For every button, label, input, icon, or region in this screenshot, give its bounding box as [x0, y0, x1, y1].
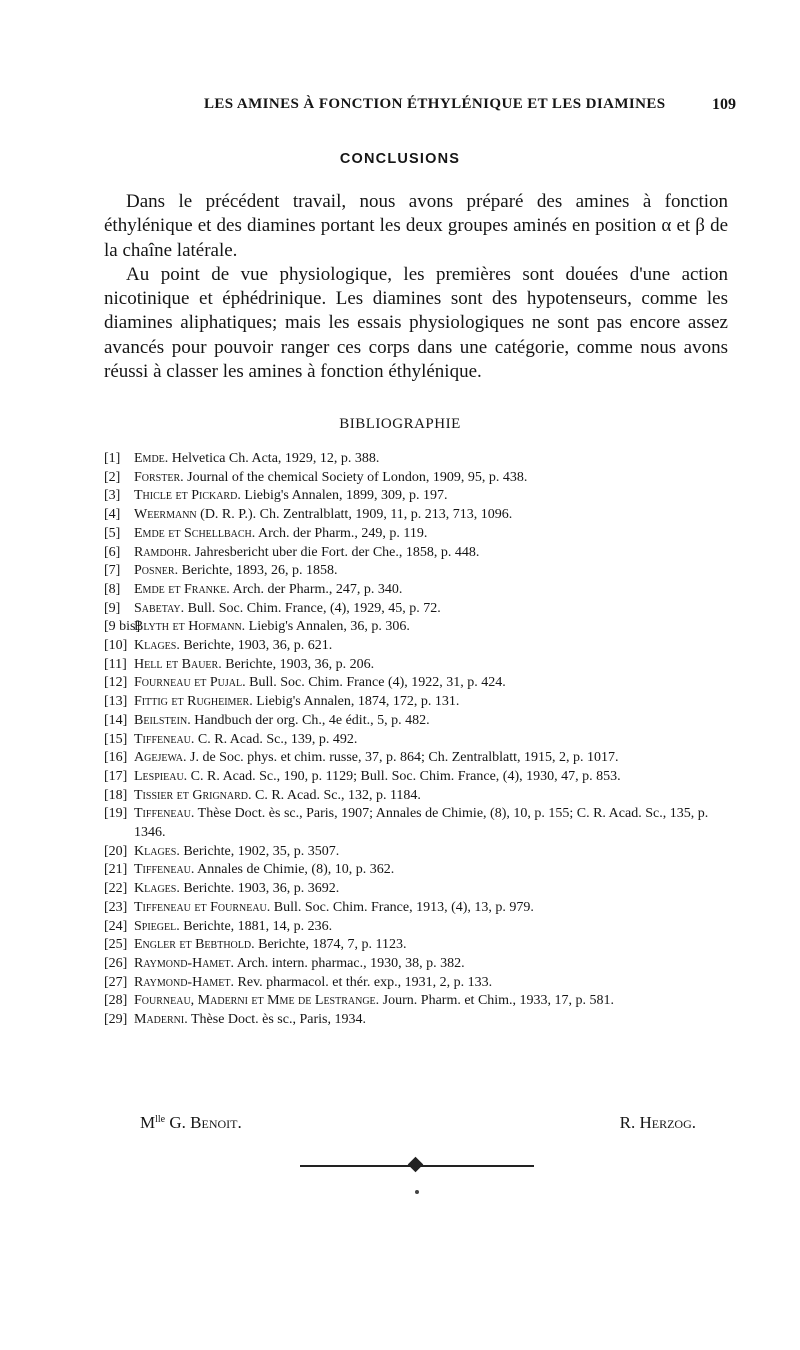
conclusions-paragraph: Au point de vue physiologique, les premières sont douées d'une action nicotinique et éphédrinique. Les diamines sont des hypotenseurs, comme les diamines aliphatiques; mais les essais physiologiques ne sont pas encore assez avancés pour pouvoir ranger ces corps dans une catégorie, comme nous avons réussi à classer les amines à fonction éthylénique. [104, 263, 728, 383]
reference-number: [15] [104, 731, 128, 747]
reference-body [134, 899, 728, 918]
reference-author: Forster. [134, 469, 184, 485]
reference-body [134, 805, 728, 842]
reference-body [134, 450, 728, 469]
reference-citation: Arch. der Pharm., 247, p. 340. [232, 581, 403, 597]
reference-body [134, 693, 728, 712]
reference-item [104, 955, 728, 974]
honorific-superscript: lle [155, 1114, 166, 1125]
reference-item [104, 581, 728, 600]
closing-ornament-diamond [408, 1157, 424, 1173]
reference-item [104, 936, 728, 955]
reference-citation: Arch. der Pharm., 249, p. 119. [258, 525, 428, 541]
reference-body [134, 861, 728, 880]
reference-citation: Rev. pharmacol. et thér. exp., 1931, 2, p. 133. [237, 974, 493, 990]
reference-author: Blyth et Hofmann. [134, 619, 246, 635]
reference-author: Ramdohr. [134, 544, 192, 560]
reference-number: [4] [104, 507, 121, 523]
reference-number: [3] [104, 488, 121, 504]
reference-citation: Thèse Doct. ès sc., Paris, 1934. [190, 1012, 366, 1028]
reference-citation: Ch. Zentralblatt, 1909, 11, p. 213, 713, 1096. [259, 507, 513, 523]
reference-citation: Helvetica Ch. Acta, 1929, 12, p. 388. [171, 451, 380, 466]
reference-item [104, 861, 728, 880]
reference-body [134, 974, 728, 993]
reference-citation: C. R. Acad. Sc., 139, p. 492. [197, 731, 358, 747]
reference-body [134, 656, 728, 675]
reference-number: [2] [104, 469, 121, 485]
reference-citation: Jahresbericht uber die Fort. der Che., 1858, p. 448. [194, 544, 480, 560]
reference-author: Fourneau, Maderni et Mme de Lestrange. [134, 993, 380, 1009]
reference-body [134, 731, 728, 750]
reference-author: Emde et Franke. [134, 581, 230, 597]
reference-number: [11] [104, 656, 127, 672]
reference-citation: C. R. Acad. Sc., 132, p. 1184. [255, 787, 421, 803]
reference-author: Raymond-Hamet. [134, 974, 235, 990]
reference-citation: Handbuch der org. Ch., 4e édit., 5, p. 482. [194, 712, 430, 728]
reference-author: Agejewa. [134, 750, 187, 766]
reference-author: Tiffeneau. [134, 731, 195, 747]
reference-body [134, 674, 728, 693]
reference-author: Beilstein. [134, 712, 191, 728]
conclusions-heading: CONCLUSIONS [339, 151, 461, 167]
reference-citation: Journ. Pharm. et Chim., 1933, 17, p. 581. [382, 993, 615, 1009]
reference-author: Klages. [134, 881, 180, 897]
reference-body [134, 712, 728, 731]
running-title: LES AMINES À FONCTION ÉTHYLÉNIQUE ET LES DIAMINES [204, 96, 666, 112]
reference-item [104, 637, 728, 656]
reference-body [134, 992, 728, 1011]
reference-item [104, 899, 728, 918]
reference-citation: Liebig's Annalen, 1899, 309, p. 197. [244, 488, 448, 504]
reference-body [134, 749, 728, 768]
reference-body [134, 487, 728, 506]
reference-item [104, 712, 728, 731]
reference-citation: Bull. Soc. Chim. France, 1913, (4), 13, p. 979. [273, 899, 534, 915]
reference-author: Tissier et Grignard. [134, 787, 252, 803]
reference-item [104, 1011, 728, 1030]
reference-item [104, 805, 728, 842]
reference-citation: Berichte, 1881, 14, p. 236. [183, 918, 333, 934]
reference-body [134, 506, 728, 525]
bibliography-heading: BIBLIOGRAPHIE [339, 416, 461, 432]
reference-body [134, 880, 728, 899]
reference-author: Raymond-Hamet. [134, 955, 235, 971]
reference-item [104, 469, 728, 488]
reference-number: [25] [104, 937, 128, 953]
reference-number: [22] [104, 881, 128, 897]
reference-item [104, 693, 728, 712]
reference-number: [26] [104, 955, 128, 971]
reference-author: Tiffeneau. [134, 862, 195, 878]
reference-body [134, 562, 728, 581]
reference-item [104, 674, 728, 693]
reference-item [104, 487, 728, 506]
reference-citation: Berichte, 1903, 36, p. 206. [225, 656, 375, 672]
reference-body [134, 637, 728, 656]
reference-author: Emde. [134, 451, 169, 466]
ink-speck [415, 1190, 419, 1194]
reference-item [104, 506, 728, 525]
author-signature-right: R. Herzog. [619, 1113, 696, 1132]
reference-citation: Berichte, 1893, 26, p. 1858. [181, 563, 338, 579]
honorific: M [140, 1113, 156, 1132]
reference-body [134, 936, 728, 955]
reference-item [104, 656, 728, 675]
reference-author: Spiegel. [134, 918, 180, 934]
reference-author: Posner. [134, 563, 179, 579]
reference-citation: Bull. Soc. Chim. France, (4), 1929, 45, p. 72. [187, 600, 441, 616]
reference-number: [6] [104, 544, 121, 560]
reference-citation: J. de Soc. phys. et chim. russe, 37, p. 864; Ch. Zentralblatt, 1915, 2, p. 1017. [190, 750, 619, 766]
reference-number: [27] [104, 974, 128, 990]
reference-item [104, 992, 728, 1011]
author-signature-left [140, 1113, 242, 1133]
reference-number: [18] [104, 787, 128, 803]
reference-number: [1] [104, 451, 121, 466]
reference-number: [16] [104, 750, 128, 766]
reference-item [104, 562, 728, 581]
reference-citation: Berichte, 1903, 36, p. 621. [183, 638, 333, 654]
reference-item [104, 618, 728, 637]
reference-body [134, 469, 728, 488]
reference-citation: Berichte, 1874, 7, p. 1123. [258, 937, 407, 953]
reference-number: [23] [104, 899, 128, 915]
reference-number: [7] [104, 563, 121, 579]
reference-author: Maderni. [134, 1012, 188, 1028]
reference-author: Emde et Schellbach. [134, 525, 256, 541]
reference-author: Sabetay. [134, 600, 185, 616]
reference-number: [10] [104, 638, 128, 654]
conclusions-body [104, 190, 728, 384]
reference-item [104, 544, 728, 563]
reference-item [104, 880, 728, 899]
signatures [140, 1113, 696, 1139]
page-number: 109 [712, 96, 736, 113]
reference-item [104, 525, 728, 544]
reference-author: Tiffeneau et Fourneau. [134, 899, 271, 915]
reference-item [104, 749, 728, 768]
reference-citation: Journal of the chemical Society of London, 1909, 95, p. 438. [187, 469, 528, 485]
reference-author: Lespieau. [134, 768, 188, 784]
reference-item [104, 600, 728, 619]
reference-number: [19] [104, 806, 128, 822]
reference-number: [9 bis] [104, 619, 141, 635]
reference-number: [13] [104, 694, 128, 710]
reference-author: Klages. [134, 843, 180, 859]
reference-number: [9] [104, 600, 121, 616]
reference-citation: Annales de Chimie, (8), 10, p. 362. [197, 862, 395, 878]
running-header [104, 96, 736, 120]
reference-author: Fourneau et Pujal. [134, 675, 246, 691]
reference-citation: Thèse Doct. ès sc., Paris, 1907; Annales de Chimie, (8), 10, p. 155; C. R. Acad. Sc., 135, p. 1346. [134, 806, 709, 841]
author-name: G. Benoit. [165, 1113, 242, 1132]
reference-number: [29] [104, 1012, 128, 1028]
reference-item [104, 731, 728, 750]
reference-author: Klages. [134, 638, 180, 654]
reference-author: Engler et Bebthold. [134, 937, 255, 953]
reference-body [134, 581, 728, 600]
reference-author: Fittig et Rugheimer. [134, 694, 253, 710]
reference-citation: Berichte, 1902, 35, p. 3507. [183, 843, 340, 859]
reference-body [134, 843, 728, 862]
reference-body [134, 918, 728, 937]
reference-item [104, 450, 728, 469]
reference-item [104, 843, 728, 862]
reference-citation: Arch. intern. pharmac., 1930, 38, p. 382. [236, 955, 465, 971]
reference-item [104, 768, 728, 787]
reference-citation: Liebig's Annalen, 1874, 172, p. 131. [256, 694, 460, 710]
reference-citation: Berichte. 1903, 36, p. 3692. [183, 881, 340, 897]
reference-body [134, 768, 728, 787]
reference-number: [8] [104, 581, 121, 597]
reference-number: [20] [104, 843, 128, 859]
reference-body [134, 787, 728, 806]
reference-author: Tiffeneau. [134, 806, 195, 822]
reference-body [134, 525, 728, 544]
reference-list [104, 450, 728, 1030]
reference-number: [5] [104, 525, 121, 541]
reference-author: Hell et Bauer. [134, 656, 222, 672]
reference-author: Thicle et Pickard. [134, 488, 241, 504]
reference-item [104, 787, 728, 806]
reference-body [134, 600, 728, 619]
reference-number: [21] [104, 862, 128, 878]
reference-item [104, 918, 728, 937]
reference-number: [12] [104, 675, 128, 691]
reference-author: Weermann (D. R. P.). [134, 507, 257, 523]
reference-item [104, 974, 728, 993]
reference-number: [24] [104, 918, 128, 934]
reference-number: [17] [104, 768, 128, 784]
reference-citation: Liebig's Annalen, 36, p. 306. [248, 619, 410, 635]
reference-citation: Bull. Soc. Chim. France (4), 1922, 31, p. 424. [249, 675, 506, 691]
reference-number: [14] [104, 712, 128, 728]
reference-number: [28] [104, 993, 128, 1009]
reference-body [134, 1011, 728, 1030]
reference-body [134, 544, 728, 563]
conclusions-paragraph: Dans le précédent travail, nous avons préparé des amines à fonction éthylénique et des diamines portant les deux groupes aminés en position α et β de la chaîne latérale. [104, 191, 728, 261]
reference-citation: C. R. Acad. Sc., 190, p. 1129; Bull. Soc. Chim. France, (4), 1930, 47, p. 853. [190, 768, 621, 784]
reference-body [134, 955, 728, 974]
reference-body [134, 618, 728, 637]
